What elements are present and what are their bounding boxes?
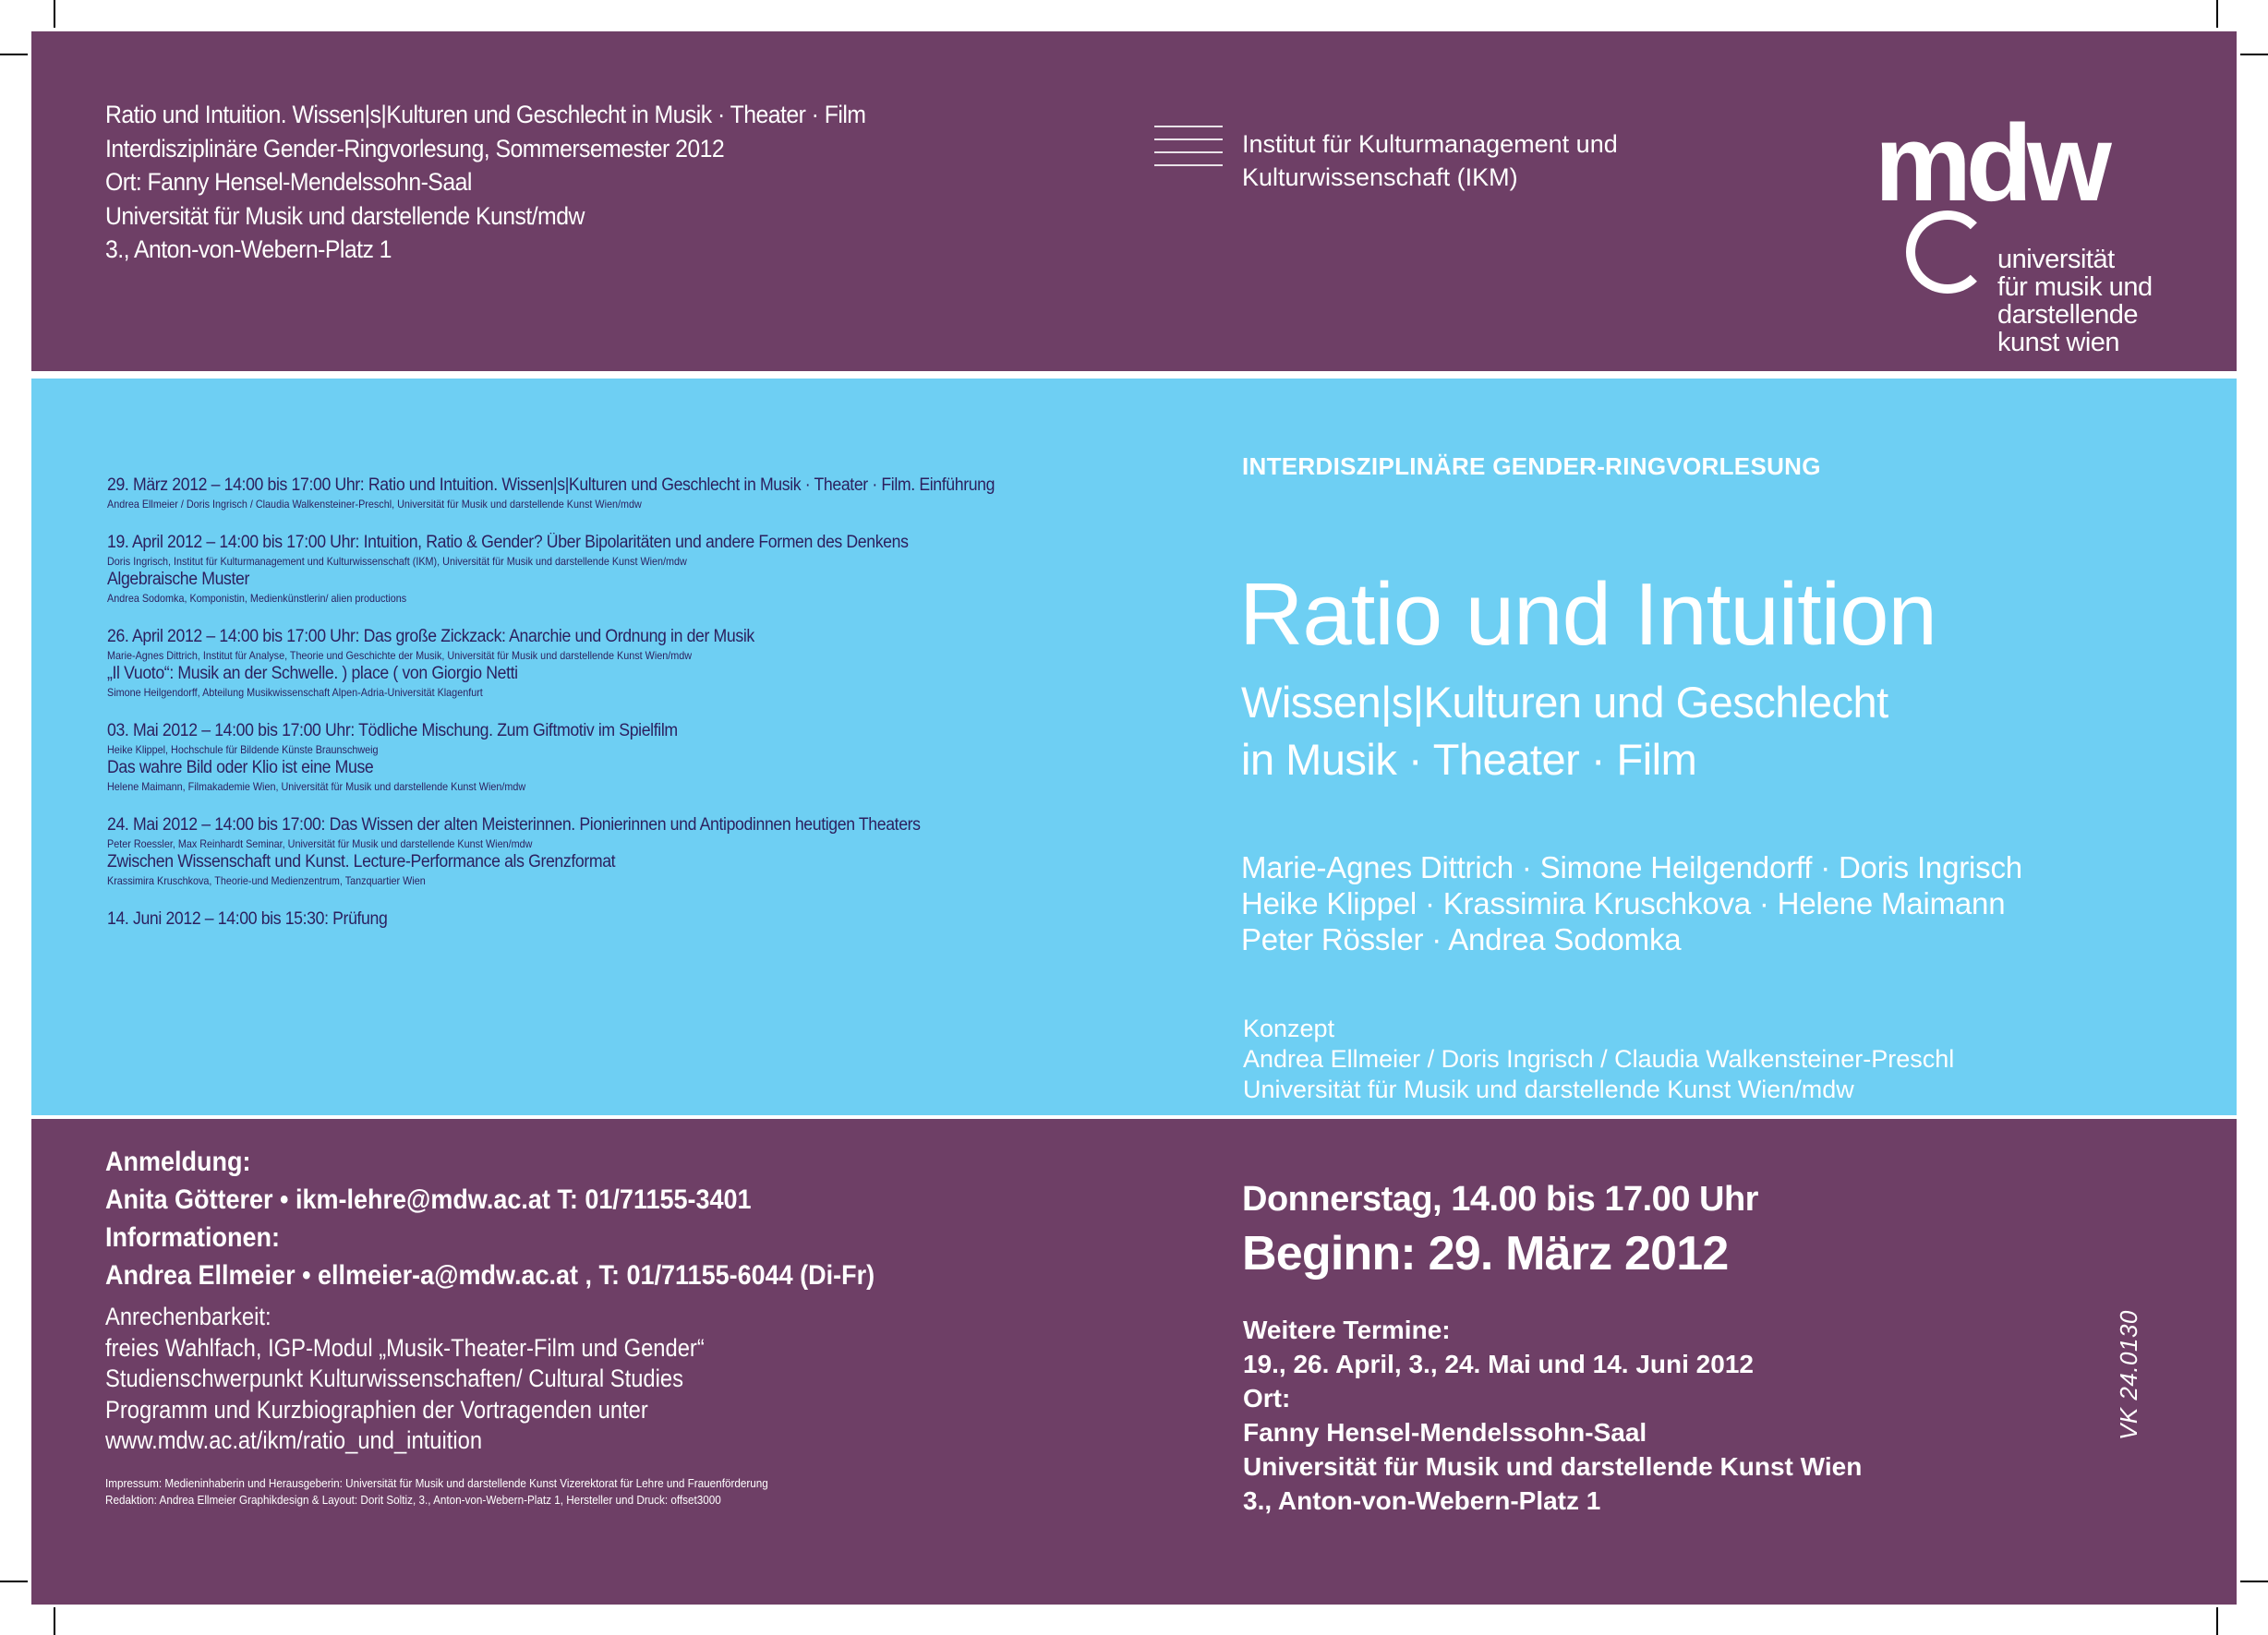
imprint: Impressum: Medieninhaberin und Herausgeberin: Universität für Musik und darstellende Kunst Vizerektorat für Lehre und Frauenförderung Redaktion: Andrea Ellmeier Graphikdesign & Layout: Dorit Soltiz, 3., Anton-von-Webern-Platz 1, Hersteller und Druck: offset3000 bbox=[105, 1476, 768, 1507]
institute-name: Institut für Kulturmanagement und Kulturwissenschaft (IKM) bbox=[1242, 130, 1618, 191]
schedule-item bbox=[107, 814, 1123, 888]
website-link[interactable]: www.mdw.ac.at/ikm/ratio_und_intuition bbox=[105, 1426, 483, 1454]
event-info-line: Ratio und Intuition. Wissen|s|Kulturen und Geschlecht in Musik · Theater · Film bbox=[105, 101, 866, 128]
further-dates: Weitere Termine: 19., 26. April, 3., 24. Mai und 14. Juni 2012 Ort: Fanny Hensel-Mendelssohn-Saal Universität für Musik und darstellende Kunst Wien 3., Anton-von-Webern-Platz 1 bbox=[1243, 1316, 1863, 1515]
lecture-title: 19. April 2012 – 14:00 bis 17:00 Uhr: Intuition, Ratio & Gender? Über Bipolaritäten und andere Formen des Denkens bbox=[107, 533, 909, 552]
lecturer-info: Heike Klippel, Hochschule für Bildende Künste Braunschweig bbox=[107, 743, 379, 756]
lecturer-info: Simone Heilgendorff, Abteilung Musikwissenschaft Alpen-Adria-Universität Klagenfurt bbox=[107, 686, 483, 699]
schedule-item bbox=[107, 475, 1123, 511]
lecturer-info: Andrea Ellmeier / Doris Ingrisch / Claudia Walkensteiner-Preschl, Universität für Musik und darstellende Kunst Wien/mdw bbox=[107, 498, 642, 511]
schedule-item bbox=[107, 720, 1123, 794]
lecturer-info: Marie-Agnes Dittrich, Institut für Analyse, Theorie und Geschichte der Musik, Universität für Musik und darstellende Kunst Wien/mdw bbox=[107, 649, 693, 662]
crop-mark bbox=[0, 54, 28, 55]
lecturer-info: Krassimira Kruschkova, Theorie-und Medienzentrum, Tanzquartier Wien bbox=[107, 874, 426, 887]
lecture-title: „Il Vuoto“: Musik an der Schwelle. ) place ( von Giorgio Netti bbox=[107, 664, 518, 683]
event-info bbox=[105, 98, 865, 267]
print-code: VK 24.0130 bbox=[2115, 1310, 2142, 1440]
crop-mark bbox=[2240, 1581, 2268, 1582]
subtitle: Wissen|s|Kulturen und Geschlecht in Musik · Theater · Film bbox=[1241, 678, 1888, 784]
crop-mark bbox=[2240, 54, 2268, 55]
lecture-title: 29. März 2012 – 14:00 bis 17:00 Uhr: Ratio und Intuition. Wissen|s|Kulturen und Geschlecht in Musik · Theater · Film. Einführung bbox=[107, 475, 995, 495]
lecture-title: 14. Juni 2012 – 14:00 bis 15:30: Prüfung bbox=[107, 909, 388, 929]
concept-credits: Konzept Andrea Ellmeier / Doris Ingrisch / Claudia Walkensteiner-Preschl Universität für Musik und darstellende Kunst Wien/mdw bbox=[1243, 1015, 1955, 1103]
schedule-item bbox=[107, 908, 1123, 931]
lecturer-info: Helene Maimann, Filmakademie Wien, Universität für Musik und darstellende Kunst Wien/mdw bbox=[107, 780, 526, 793]
page-title: Ratio und Intuition bbox=[1239, 565, 1936, 664]
institute-mark bbox=[1154, 126, 1223, 177]
crop-mark bbox=[0, 1581, 28, 1582]
speaker-list: Marie-Agnes Dittrich · Simone Heilgendorff · Doris Ingrisch Heike Klippel · Krassimira Kruschkova · Helene Maimann Peter Rössler · Andrea Sodomka bbox=[1241, 850, 2022, 956]
lecture-title: 26. April 2012 – 14:00 bis 17:00 Uhr: Das große Zickzack: Anarchie und Ordnung in der Musik bbox=[107, 627, 754, 646]
event-info-line: Universität für Musik und darstellende Kunst/mdw bbox=[105, 201, 585, 230]
start-date: Beginn: 29. März 2012 bbox=[1242, 1227, 1729, 1280]
lecture-title: Das wahre Bild oder Klio ist eine Muse bbox=[107, 758, 374, 777]
schedule-item bbox=[107, 532, 1123, 606]
event-info-line: 3., Anton-von-Webern-Platz 1 bbox=[105, 235, 392, 263]
crop-mark bbox=[54, 1607, 55, 1635]
registration-info: Anmeldung: Anita Götterer • ikm-lehre@mdw.ac.at T: 01/71155-3401 Informationen: Andrea Ellmeier • ellmeier-a@mdw.ac.at , T: 01/71155-6044 (Di-Fr) bbox=[105, 1147, 875, 1291]
mdw-logo: mdw bbox=[1875, 102, 2106, 224]
lecture-title: 03. Mai 2012 – 14:00 bis 17:00 Uhr: Tödliche Mischung. Zum Giftmotiv im Spielfilm bbox=[107, 721, 678, 740]
series-label: INTERDISZIPLINÄRE GENDER-RINGVORLESUNG bbox=[1242, 452, 1821, 480]
crop-mark bbox=[54, 0, 55, 28]
crop-mark bbox=[2216, 0, 2218, 28]
lecture-title: Zwischen Wissenschaft und Kunst. Lecture-Performance als Grenzformat bbox=[107, 852, 616, 872]
lecturer-info: Peter Roessler, Max Reinhardt Seminar, Universität für Musik und darstellende Kunst Wien/mdw bbox=[107, 837, 533, 850]
credit-info: Anrechenbarkeit: freies Wahlfach, IGP-Modul „Musik-Theater-Film und Gender“ Studienschwerpunkt Kulturwissenschaften/ Cultural Studies Programm und Kurzbiographien der Vortragenden unter www.mdw.ac.at/ikm/ratio_und_intuition bbox=[105, 1302, 705, 1457]
event-info-line: Interdisziplinäre Gender-Ringvorlesung, Sommersemester 2012 bbox=[105, 134, 725, 162]
schedule-item bbox=[107, 626, 1123, 700]
lecturer-info: Andrea Sodomka, Komponistin, Medienkünstlerin/ alien productions bbox=[107, 592, 407, 605]
mdw-logo-text: universität für musik und darstellende kunst wien bbox=[1997, 245, 2153, 357]
crop-mark bbox=[2216, 1607, 2218, 1635]
lecturer-info: Doris Ingrisch, Institut für Kulturmanagement und Kulturwissenschaft (IKM), Universität für Musik und darstellende Kunst Wien/mdw bbox=[107, 555, 687, 568]
lecture-title: Algebraische Muster bbox=[107, 570, 250, 589]
lecture-title: 24. Mai 2012 – 14:00 bis 17:00: Das Wissen der alten Meisterinnen. Pionierinnen und Antipodinnen heutigen Theaters bbox=[107, 815, 921, 835]
event-time: Donnerstag, 14.00 bis 17.00 Uhr bbox=[1242, 1180, 1758, 1219]
event-info-line: Ort: Fanny Hensel-Mendelssohn-Saal bbox=[105, 168, 472, 196]
schedule-list bbox=[107, 475, 1123, 951]
mdw-logo-circle-icon bbox=[1906, 210, 1989, 294]
